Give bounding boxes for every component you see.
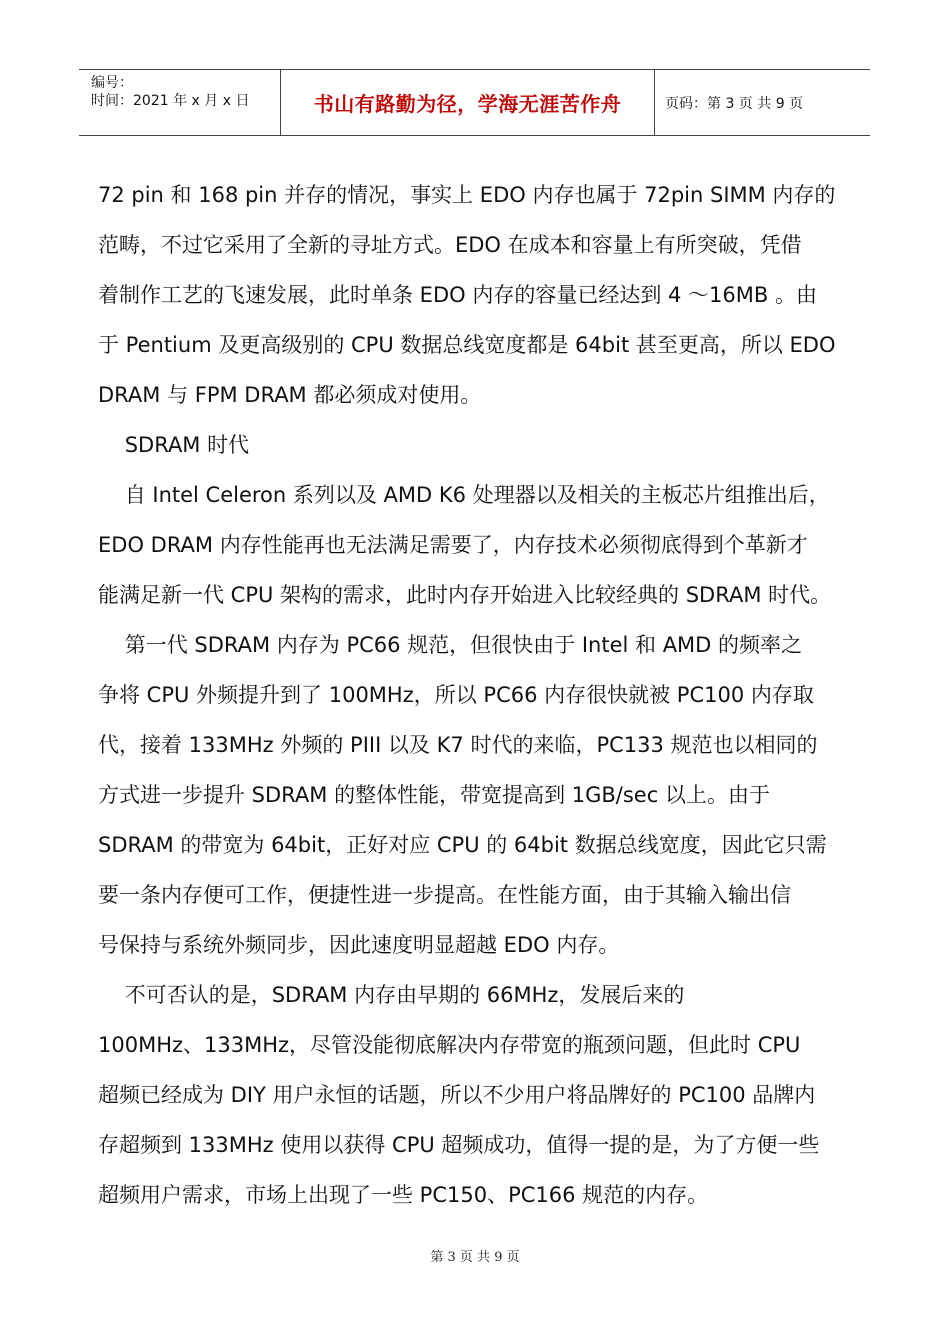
body-line: 存超频到 133MHz 使用以获得 CPU 超频成功，值得一提的是，为了方便一些	[98, 1133, 820, 1157]
number-label: 编号：	[91, 75, 133, 91]
section-heading: SDRAM 时代	[98, 433, 250, 457]
body-line: EDO DRAM 内存性能再也无法满足需要了，内存技术必须彻底得到个革新才	[98, 533, 808, 557]
body-line: 超频用户需求，市场上出现了一些 PC150、PC166 规范的内存。	[98, 1183, 709, 1207]
page-footer	[0, 1246, 950, 1265]
body-line: 自 Intel Celeron 系列以及 AMD K6 处理器以及相关的主板芯片组推出后，	[98, 483, 830, 507]
body-line: 要一条内存便可工作，便捷性进一步提高。在性能方面，由于其输入输出信	[98, 883, 791, 907]
document-header	[79, 69, 870, 136]
motto-text: 书山有路勤为径，学海无涯苦作舟	[313, 92, 622, 116]
footer-page-number: 第 3 页 共 9 页	[430, 1250, 520, 1265]
header-motto-cell	[281, 70, 655, 135]
document-body	[98, 170, 858, 1220]
body-line: DRAM 与 FPM DRAM 都必须成对使用。	[98, 383, 482, 407]
body-line: 能满足新一代 CPU 架构的需求，此时内存开始进入比较经典的 SDRAM 时代。	[98, 583, 832, 607]
body-line: 第一代 SDRAM 内存为 PC66 规范，但很快由于 Intel 和 AMD 的频率之	[98, 633, 803, 657]
body-line: 不可否认的是，SDRAM 内存由早期的 66MHz，发展后来的	[98, 983, 685, 1007]
body-line: 号保持与系统外频同步，因此速度明显超越 EDO 内存。	[98, 933, 620, 957]
body-line: 100MHz、133MHz，尽管没能彻底解决内存带宽的瓶颈问题，但此时 CPU	[98, 1033, 801, 1057]
header-meta	[79, 70, 281, 135]
body-line: 方式进一步提升 SDRAM 的整体性能，带宽提高到 1GB/sec 以上。由于	[98, 783, 770, 807]
body-line: 超频已经成为 DIY 用户永恒的话题，所以不少用户将品牌好的 PC100 品牌内	[98, 1083, 816, 1107]
page-label: 页码：第 3 页 共 9 页	[665, 95, 804, 112]
time-label: 时间：2021 年 x 月 x 日	[91, 93, 250, 109]
body-line: 于 Pentium 及更高级别的 CPU 数据总线宽度都是 64bit 甚至更高，所以 EDO	[98, 333, 836, 357]
body-line: 范畴，不过它采用了全新的寻址方式。EDO 在成本和容量上有所突破，凭借	[98, 233, 802, 257]
body-line: SDRAM 的带宽为 64bit，正好对应 CPU 的 64bit 数据总线宽度，因此它只需	[98, 833, 827, 857]
body-line: 代，接着 133MHz 外频的 PIII 以及 K7 时代的来临，PC133 规范也以相同的	[98, 733, 818, 757]
header-page-cell	[655, 70, 870, 135]
body-line: 着制作工艺的飞速发展，此时单条 EDO 内存的容量已经达到 4 ～16MB 。由	[98, 283, 817, 307]
body-line: 争将 CPU 外频提升到了 100MHz，所以 PC66 内存很快就被 PC100 内存取	[98, 683, 814, 707]
body-line: 72 pin 和 168 pin 并存的情况，事实上 EDO 内存也属于 72pin SIMM 内存的	[98, 183, 836, 207]
